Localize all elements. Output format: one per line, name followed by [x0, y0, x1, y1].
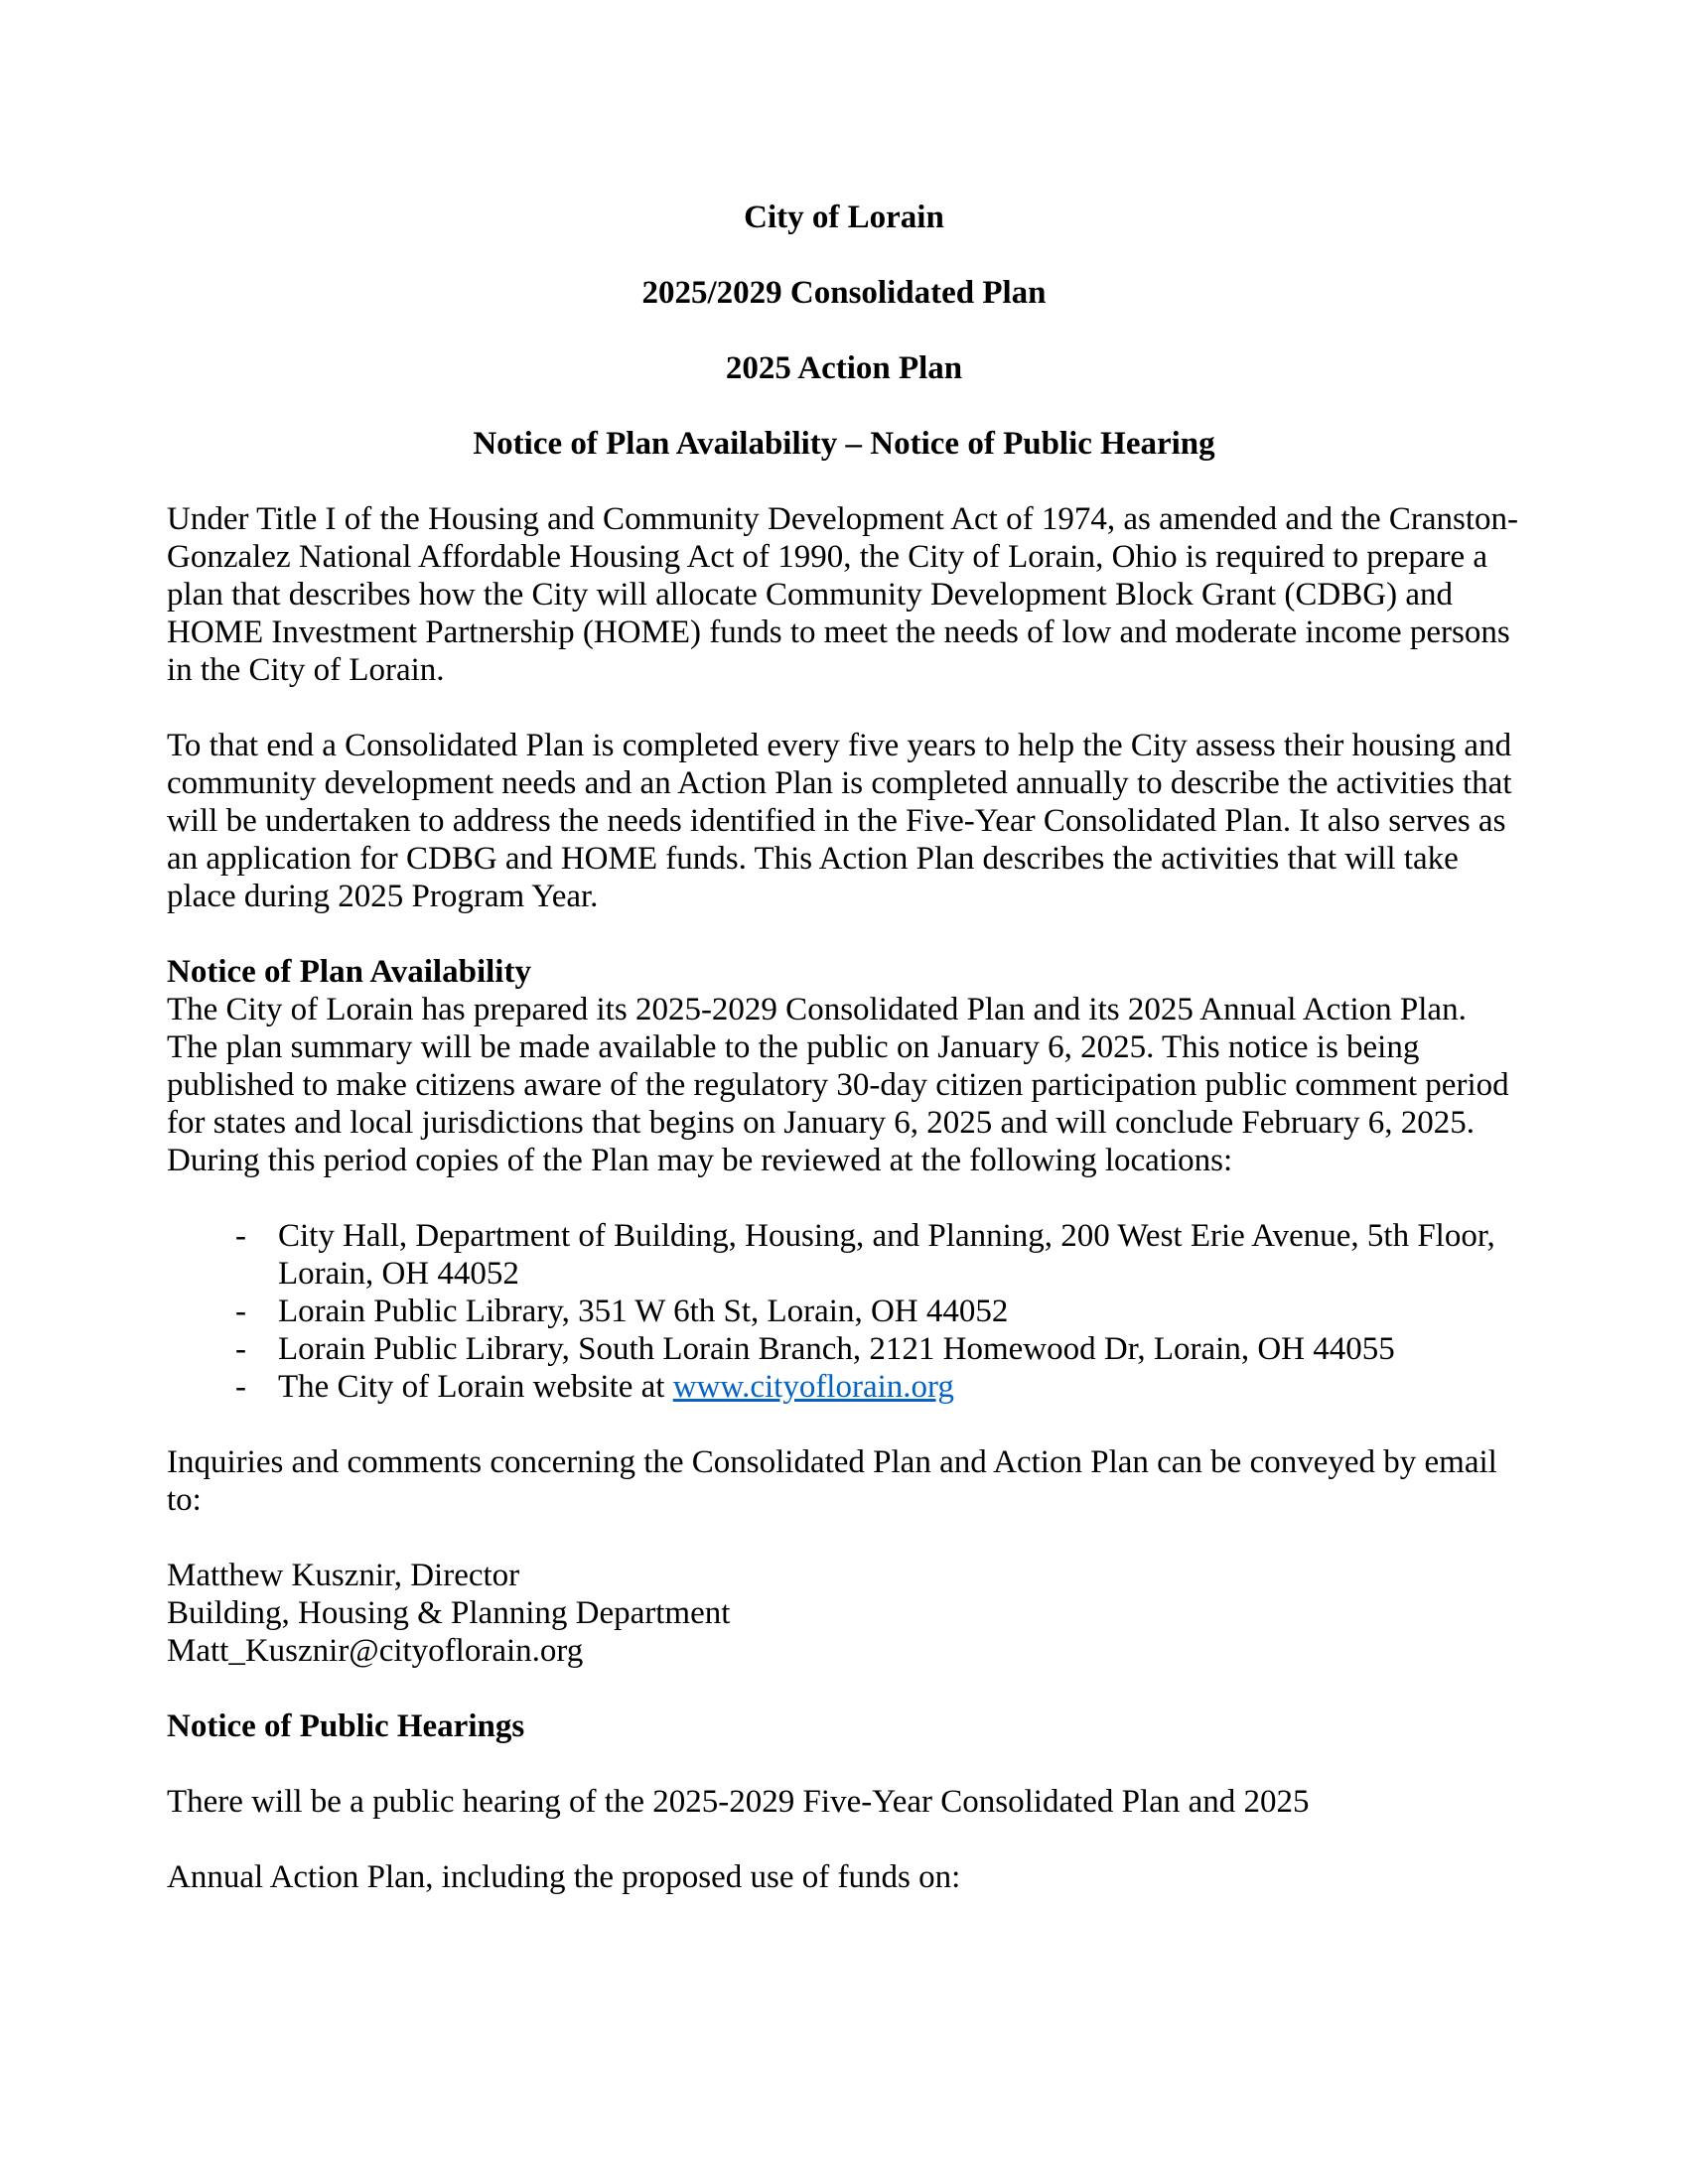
dash-bullet: -: [235, 1294, 246, 1329]
plan-availability-paragraph: The City of Lorain has prepared its 2025-2029 Consolidated Plan and its 2025 Annual Action Plan. The plan summary will be made available to the public on January 6, 2025. This notice is being published to make citizens aware of the regulatory 30-day citizen participation public comment period for states and local jurisdictions that begins on January 6, 2025 and will conclude February 6, 2025. During this period copies of the Plan may be reviewed at the following locations:: [167, 992, 1509, 1178]
dash-bullet: -: [235, 1369, 246, 1405]
contact-name-line: Matthew Kusznir, Director: [167, 1558, 520, 1593]
contact-email-line: Matt_Kusznir@cityoflorain.org: [167, 1633, 584, 1669]
public-hearing-line-2: Annual Action Plan, including the proposed use of funds on:: [167, 1859, 961, 1895]
dash-bullet: -: [235, 1331, 246, 1367]
section-heading-public-hearings: Notice of Public Hearings: [167, 1708, 525, 1744]
list-item-text: The City of Lorain website at: [278, 1369, 673, 1405]
list-item-text: City Hall, Department of Building, Housing, and Planning, 200 West Erie Avenue, 5th Floor, Lorain, OH 44052: [278, 1218, 1495, 1292]
public-hearing-line-1: There will be a public hearing of the 2025-2029 Five-Year Consolidated Plan and 2025: [167, 1784, 1310, 1820]
contact-block: [167, 1557, 1521, 1670]
consolidated-plan-paragraph: To that end a Consolidated Plan is completed every five years to help the City assess their housing and community development needs and an Action Plan is completed annually to describe the activities that will be undertaken to address the needs identified in the Five-Year Consolidated Plan. It also serves as an application for CDBG and HOME funds. This Action Plan describes the activities that will take place during 2025 Program Year.: [167, 728, 1512, 914]
doc-title-city: City of Lorain: [744, 200, 944, 235]
locations-list: [167, 1217, 1521, 1406]
inquiries-paragraph: Inquiries and comments concerning the Consolidated Plan and Action Plan can be conveyed by email to:: [167, 1444, 1497, 1518]
city-website-link[interactable]: www.cityoflorain.org: [672, 1369, 954, 1405]
list-item-city-hall: [167, 1217, 1521, 1293]
dash-bullet: -: [235, 1218, 246, 1254]
list-item-library-south: [167, 1330, 1521, 1368]
doc-title-action-plan: 2025 Action Plan: [725, 350, 963, 386]
contact-department-line: Building, Housing & Planning Department: [167, 1595, 731, 1631]
list-item-text: Lorain Public Library, South Lorain Branch, 2121 Homewood Dr, Lorain, OH 44055: [278, 1331, 1395, 1367]
intro-paragraph: Under Title I of the Housing and Community Development Act of 1974, as amended and the Cranston-Gonzalez National Affordable Housing Act of 1990, the City of Lorain, Ohio is required to prepare a plan that describes how the City will allocate Community Development Block Grant (CDBG) and HOME Investment Partnership (HOME) funds to meet the needs of low and moderate income persons in the City of Lorain.: [167, 501, 1519, 688]
doc-title-consolidated-plan: 2025/2029 Consolidated Plan: [641, 275, 1047, 311]
doc-title-notice: Notice of Plan Availability – Notice of Public Hearing: [473, 426, 1215, 462]
list-item-website: [167, 1368, 1521, 1406]
list-item-text: Lorain Public Library, 351 W 6th St, Lorain, OH 44052: [278, 1294, 1009, 1329]
list-item-library-main: [167, 1293, 1521, 1330]
section-heading-plan-availability: Notice of Plan Availability: [167, 954, 531, 990]
